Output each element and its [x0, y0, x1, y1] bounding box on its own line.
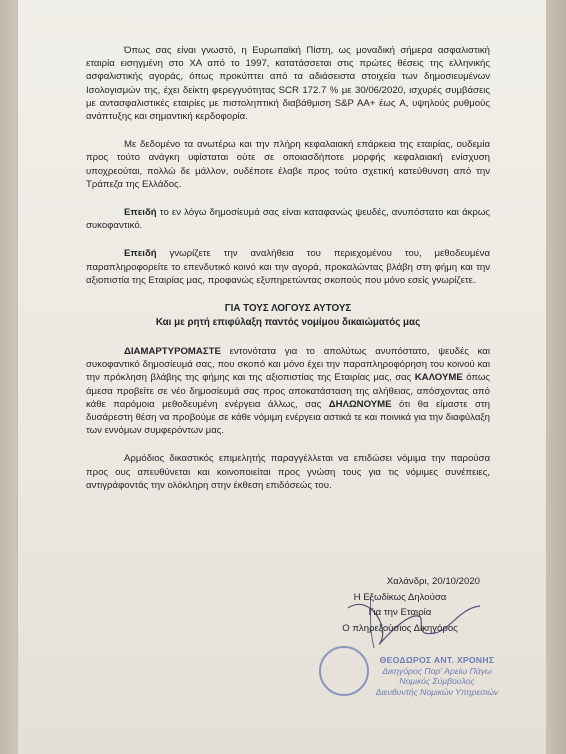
stamp-line-1: Δικηγόρος Παρ' Αρείω Πάγω: [382, 665, 492, 676]
paragraph-text: όπως άμεσα προβείτε σε νέο δημοσίευμά σας προς αποκατάσταση της αλήθειας, απόσχοντας από κάθε παρόμοια μεθοδευμένη ενέργεια άλλως, σας: [86, 372, 490, 410]
stamp-name: ΘΕΟΔΩΡΟΣ ΑΝΤ. ΧΡΟΝΗΣ: [379, 655, 495, 665]
paragraph-group-1: [86, 44, 490, 287]
paragraph-text: εντονότατα για το απολύτως ανυπόστατο, ψευδές και συκοφαντικό δημοσίευμά σας, που σκοπό και μόνο έχει την παραπληροφόρηση του κοινού και την πρόκληση βλάβης της φήμης και της αξιοπιστίας της Εταιρίας μας, σας: [86, 346, 490, 384]
paragraph-text: το εν λόγω δημοσίευμά σας είναι καταφανώς ψευδές, ανυπόστατο και άκρως συκοφαντικό.: [86, 207, 490, 232]
stamp-line-3: Διευθυντής Νομικών Υπηρεσιών: [375, 686, 499, 697]
paragraph: [86, 138, 490, 191]
paragraph: [86, 206, 490, 232]
signature-line-2: Για την Εταιρία: [368, 607, 432, 619]
section-heading: [86, 302, 490, 330]
heading-line-2: Και με ρητή επιφύλαξη παντός νομίμου δικαιώματός μας: [155, 317, 421, 329]
paragraph: [86, 247, 490, 287]
document-body: [86, 44, 490, 507]
lawyer-stamp: [362, 655, 512, 697]
paragraph: [86, 452, 490, 492]
paragraph-text: Όπως σας είναι γνωστό, η Ευρωπαϊκή Πίστη, ως μοναδική σήμερα ασφαλιστική εταιρία εισηγμένη στο ΧΑ από το 1997, κατατάσσεται στις πρώτες θέσεις της ελληνικής ασφαλιστικής αγοράς, όπως προκύπτει από τα αδιάσειστα στοιχεία των δημοσιευμένων Ισολογισμών της, έχει δείκτη φερεγγυότητας SCR 172.7 % με 30/06/2020, ισχυρές συμβάσεις με αντασφαλιστικές εταιρίες με πιστοληπτική διαβάθμιση S&P AA+ έως A, υψηλούς ρυθμούς ανάπτυξης και σημαντική κερδοφορία.: [86, 45, 490, 123]
handwritten-signature: [340, 588, 490, 658]
bold-keyword: ΔΗΛΩΝΟΥΜΕ: [328, 398, 392, 410]
bold-keyword: ΔΙΑΜΑΡΤΥΡΟΜΑΣΤΕ: [124, 346, 221, 358]
bold-keyword: Επειδή: [124, 248, 157, 260]
heading-line-1: ΓΙΑ ΤΟΥΣ ΛΟΓΟΥΣ ΑΥΤΟΥΣ: [224, 303, 352, 315]
paragraph-text: Αρμόδιος δικαστικός επιμελητής παραγγέλλεται να επιδώσει νόμιμα την παρούσα προς ους απευθύνεται και κοινοποιείται προς γνώση τους για τις νόμιμες συνέπειες, αντιγράφοντάς την ολόκληρη στην έκθεση επιδόσεώς του.: [86, 453, 490, 491]
stamp-line-2: Νομικός Σύμβουλος: [399, 676, 475, 686]
place-date: Χαλάνδρι, 20/10/2020: [386, 576, 480, 587]
signature-line-1: Η Εξωδίκως Δηλούσα: [353, 591, 447, 603]
bold-keyword: Επειδή: [124, 207, 157, 219]
background-right-edge: [546, 0, 566, 754]
paragraph-group-2: [86, 345, 490, 492]
bold-keyword: ΚΑΛΟΥΜΕ: [414, 372, 463, 384]
signature-line-3: Ο πληρεξούσιος Δικηγόρος: [342, 622, 458, 634]
paragraph-text: Με δεδομένο τα ανωτέρω και την πλήρη κεφαλαιακή επάρκεια της εταιρίας, ουδεμία προς τούτο ανάγκη υφίσταται ούτε σε οποιασδήποτε μορφής κεφαλαιακή ενίσχυση υποχρεούται, πολλώ δε μάλλον, ουδέποτε έλαβε προς τούτο σχετική κατεύθυνση από την Τράπεζα της Ελλάδος.: [86, 139, 490, 190]
paragraph: [86, 44, 490, 123]
background-left-edge: [0, 0, 18, 754]
paragraph-text: γνωρίζετε την αναλήθεια του περιεχομένου του, μεθοδευμένα παραπληροφορείτε το επενδυτικό κοινό και την αγορά, προκαλώντας βλάβη στη φήμη και την αξιοπιστία της Εταιρίας μας, προφανώς εξυπηρετώντας σκοπούς που μόνο εσείς γνωρίζετε.: [86, 248, 490, 286]
paragraph: [86, 345, 490, 437]
paragraph-text: ότι θα είμαστε στη δυσάρεστη θέση να προβούμε σε κάθε νόμιμη ενέργεια αστικά τε και ποινικά για την διαφύλαξη των εννόμων συμφερόντων μας.: [86, 398, 490, 437]
